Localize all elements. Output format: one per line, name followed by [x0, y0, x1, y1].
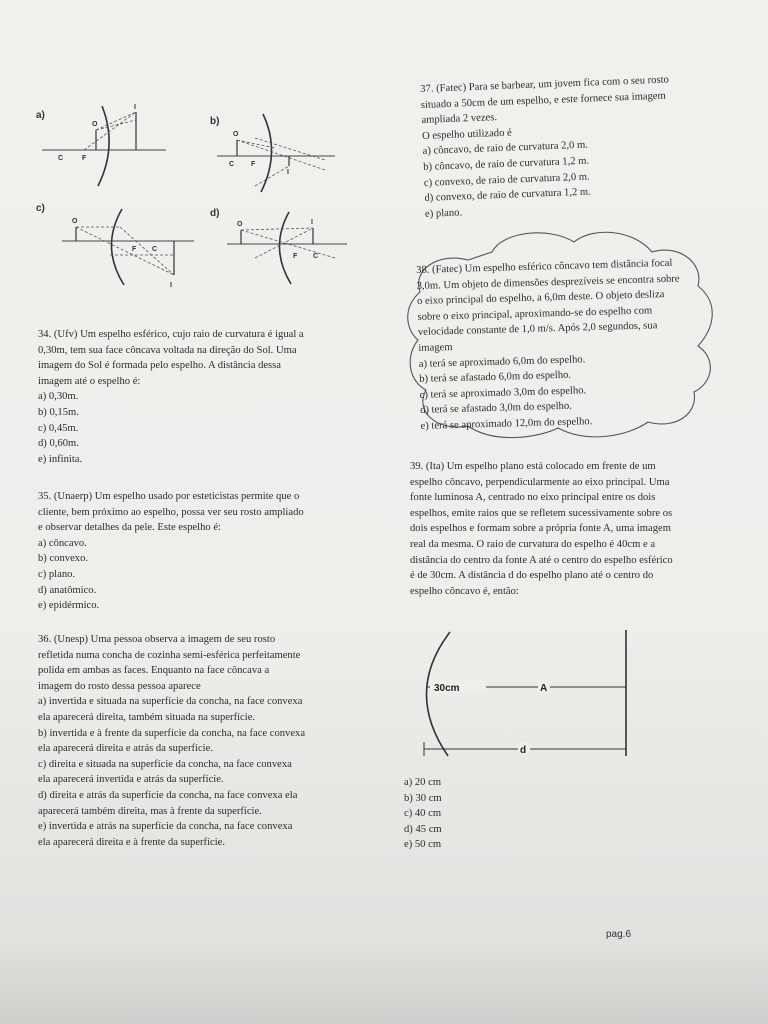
- question-38-option: a) terá se aproximado 6,0m do espelho.: [418, 353, 586, 370]
- question-39-option: b) 30 cm: [404, 792, 442, 804]
- question-37: [420, 72, 674, 222]
- question-38-option: b) terá se afastado 6,0m do espelho.: [419, 369, 572, 386]
- question-36-option: ela aparecerá invertida e atrás da superfície.: [38, 774, 224, 786]
- question-38-line: 38. (Fatec) Um espelho esférico côncavo tem distância focal: [416, 257, 673, 276]
- question-36-option: d) direita e atrás da superfície da concha, na face convexa ela: [38, 789, 298, 801]
- diagram-a-f: F: [82, 155, 87, 162]
- question-39-figure: [410, 628, 640, 763]
- question-38-line: 3,0m. Um objeto de dimensões desprezíveis se encontra sobre: [416, 273, 680, 292]
- question-36: [38, 632, 305, 850]
- question-37-line: situado a 50cm de um espelho, e este fornece sua imagem: [420, 90, 666, 111]
- question-36-line: imagem do rosto dessa pessoa aparece: [38, 680, 201, 692]
- question-34-line: 0,30m, tem sua face côncava voltada na direção do Sol. Uma: [38, 344, 297, 356]
- question-39-line: distância do centro da fonte A até o centro do espelho esférico: [410, 554, 673, 566]
- question-39-line: é de 30cm. A distância d do espelho plano até o centro do: [410, 570, 654, 582]
- diagram-a-o: O: [92, 121, 98, 128]
- question-36-option: aparecerá também direita, mas à frente da superfície.: [38, 805, 262, 817]
- question-35-option: d) anatômico.: [38, 584, 97, 596]
- question-36-option: c) direita e situada na superfície da concha, na face convexa: [38, 758, 292, 770]
- diagram-c-c: C: [152, 246, 158, 253]
- figure-source-a-label: A: [540, 683, 548, 694]
- diagram-d-i: I: [311, 219, 313, 226]
- question-36-option: b) invertida e à frente da superfície da concha, na face convexa: [38, 727, 306, 739]
- question-39-option: a) 20 cm: [404, 777, 442, 788]
- question-35-line: 35. (Unaerp) Um espelho usado por esteticistas permite que o: [38, 491, 300, 502]
- question-35-option: a) côncavo.: [38, 537, 87, 549]
- question-38-line: velocidade constante de 1,0 m/s. Após 2,0 segundos, sua: [417, 320, 658, 339]
- question-36-option: a) invertida e situada na superfície da concha, na face convexa: [38, 696, 303, 708]
- question-34: [38, 327, 304, 467]
- question-38-option: e) terá se aproximado 12,0m do espelho.: [420, 416, 593, 432]
- diagram-c-label: c): [36, 203, 45, 214]
- question-38-line: sobre o eixo principal, aproximando-se do espelho com: [417, 305, 653, 323]
- diagram-c-i: I: [170, 282, 172, 289]
- diagram-a-label: a): [36, 110, 45, 121]
- question-37-option: b) côncavo, de raio de curvatura 1,2 m.: [423, 155, 590, 173]
- question-35-option: b) convexo.: [38, 553, 89, 565]
- question-39-line: espelho côncavo, perpendicularmente ao eixo principal. Uma: [410, 476, 670, 488]
- question-35-option: c) plano.: [38, 568, 76, 580]
- diagram-d-c: C: [313, 253, 319, 260]
- question-37-line: 37. (Fatec) Para se barbear, um jovem fica com o seu rosto: [420, 74, 670, 95]
- question-34-option: a) 0,30m.: [38, 391, 79, 403]
- diagram-d-label: d): [210, 208, 220, 219]
- diagram-a: [40, 100, 180, 190]
- question-34-line: imagem do Sol é formada pelo espelho. A distância dessa: [38, 360, 282, 372]
- diagram-d: [225, 208, 355, 288]
- figure-30cm-label: 30cm: [434, 683, 460, 694]
- question-38-line: imagem: [418, 341, 453, 354]
- question-34-line: 34. (Ufv) Um espelho esférico, cujo raio de curvatura é igual a: [38, 329, 304, 340]
- question-39-options: [404, 775, 442, 853]
- diagram-a-i: I: [134, 104, 136, 111]
- diagram-b-f: F: [251, 161, 256, 168]
- diagram-d-o: O: [237, 221, 243, 228]
- question-36-line: 36. (Unesp) Uma pessoa observa a imagem de seu rosto: [38, 634, 276, 645]
- diagram-b: [215, 108, 345, 198]
- diagram-c-f: F: [132, 246, 137, 253]
- question-37-option: a) côncavo, de raio de curvatura 2,0 m.: [422, 139, 589, 158]
- question-36-line: polida em ambas as faces. Enquanto na face côncava a: [38, 665, 270, 677]
- question-39-line: real da mesma. O raio de curvatura do espelho é 40cm e a: [410, 538, 656, 550]
- question-35-line: e observar detalhes da pele. Este espelho é:: [38, 522, 221, 534]
- diagram-b-label: b): [210, 116, 220, 127]
- question-39-line: espelho côncavo é, então:: [410, 585, 519, 597]
- question-39-option: c) 40 cm: [404, 808, 442, 820]
- diagram-b-i: I: [287, 169, 289, 176]
- question-39-option: d) 45 cm: [404, 823, 442, 835]
- question-35: [38, 489, 304, 614]
- question-35-line: cliente, bem próximo ao espelho, possa ver seu rosto ampliado: [38, 506, 304, 518]
- question-39-line: fonte luminosa A, centrado no eixo principal entre os dois: [410, 492, 656, 504]
- question-37-line: ampliada 2 vezes.: [421, 112, 498, 127]
- question-37-option: c) convexo, de raio de curvatura 2,0 m.: [423, 171, 590, 189]
- question-35-option: e) epidérmico.: [38, 600, 100, 612]
- question-38-line: o eixo principal do espelho, a 6,0m deste. O objeto desliza: [416, 289, 665, 308]
- diagram-b-o: O: [233, 131, 239, 138]
- question-36-option: ela aparecerá direita e atrás da superfície.: [38, 743, 213, 755]
- question-37-line: O espelho utilizado é: [421, 127, 512, 142]
- question-37-option: d) convexo, de raio de curvatura 1,2 m.: [424, 186, 592, 205]
- question-39-option: e) 50 cm: [404, 839, 442, 851]
- question-36-option: ela aparecerá direita e à frente da superfície.: [38, 836, 226, 848]
- diagram-b-c: C: [229, 161, 235, 168]
- question-39-line: espelhos, emite raios que se refletem sucessivamente sobre os: [410, 507, 673, 519]
- page-number: pag.6: [606, 929, 632, 940]
- question-34-line: imagem até o espelho é:: [38, 375, 141, 387]
- question-38: [416, 256, 684, 435]
- question-37-option: e) plano.: [424, 207, 463, 220]
- question-38-option: d) terá se afastado 3,0m do espelho.: [419, 401, 573, 417]
- question-39-line: 39. (Ita) Um espelho plano está colocado em frente de um: [410, 461, 656, 472]
- question-38-option: c) terá se aproximado 3,0m do espelho.: [419, 385, 587, 401]
- question-36-option: e) invertida e atrás na superfície da concha, na face convexa: [38, 821, 293, 833]
- question-34-option: e) infinita.: [38, 453, 83, 465]
- diagram-d-f: F: [293, 253, 298, 260]
- figure-d-label: d: [520, 745, 527, 756]
- question-34-option: b) 0,15m.: [38, 406, 79, 418]
- diagram-c: [60, 205, 200, 290]
- question-39: [410, 459, 673, 599]
- question-36-option: ela aparecerá direita, também situada na superfície.: [38, 711, 256, 723]
- diagram-c-o: O: [72, 218, 78, 225]
- diagram-a-c: C: [58, 155, 64, 162]
- question-34-option: d) 0,60m.: [38, 438, 79, 450]
- question-34-option: c) 0,45m.: [38, 422, 79, 434]
- question-39-line: dois espelhos e formam sobre a própria fonte A, uma imagem: [410, 523, 671, 535]
- question-36-line: refletida numa concha de cozinha semi-esférica perfeitamente: [38, 649, 301, 661]
